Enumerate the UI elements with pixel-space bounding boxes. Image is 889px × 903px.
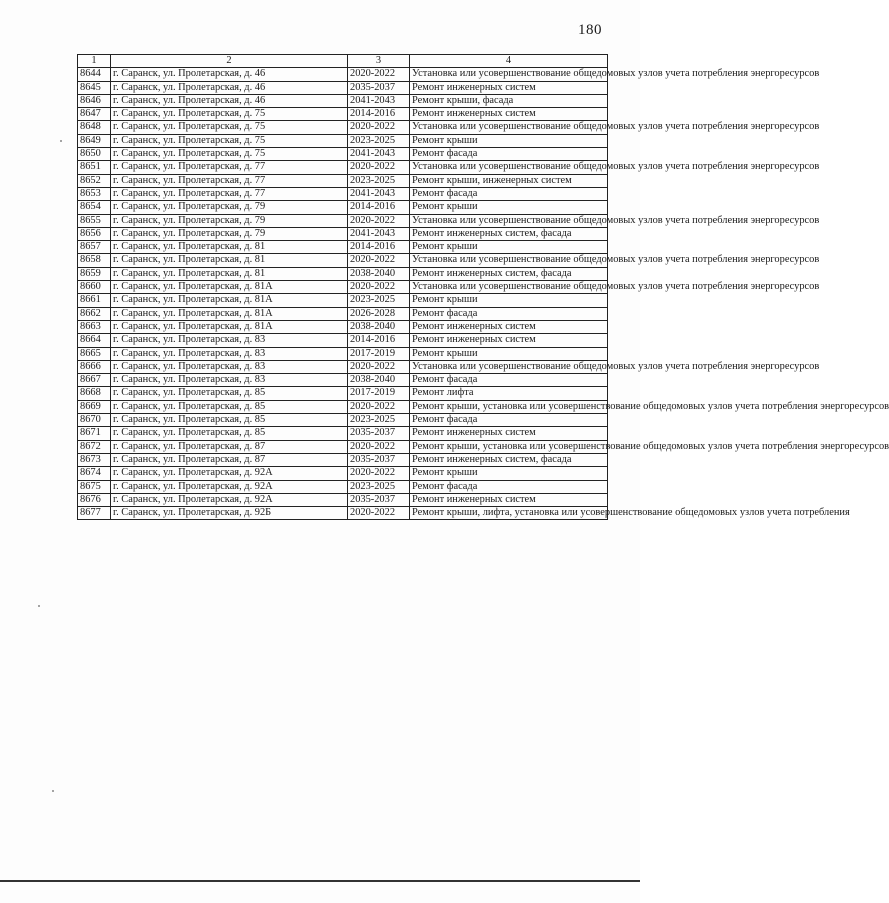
row-period: 2026-2028: [348, 307, 410, 320]
row-work: Ремонт крыши, лифта, установка или усовершенствование общедомовых узлов учета потребления: [410, 507, 608, 520]
row-period: 2020-2022: [348, 440, 410, 453]
table-row: [78, 334, 608, 347]
row-address: г. Саранск, ул. Пролетарская, д. 92А: [111, 493, 348, 506]
row-address: г. Саранск, ул. Пролетарская, д. 79: [111, 227, 348, 240]
row-work: Ремонт инженерных систем, фасада: [410, 453, 608, 466]
table-row: [78, 134, 608, 147]
table-row: [78, 81, 608, 94]
row-address: г. Саранск, ул. Пролетарская, д. 83: [111, 347, 348, 360]
row-address: г. Саранск, ул. Пролетарская, д. 92А: [111, 480, 348, 493]
table-row: [78, 267, 608, 280]
table-row: [78, 467, 608, 480]
row-number: 8657: [78, 241, 111, 254]
row-work: Установка или усовершенствование общедомовых узлов учета потребления энергоресурсов: [410, 214, 608, 227]
table-row: [78, 480, 608, 493]
row-address: г. Саранск, ул. Пролетарская, д. 81А: [111, 320, 348, 333]
row-work: Установка или усовершенствование общедомовых узлов учета потребления энергоресурсов: [410, 121, 608, 134]
row-period: 2020-2022: [348, 68, 410, 81]
row-number: 8644: [78, 68, 111, 81]
table-row: [78, 254, 608, 267]
row-address: г. Саранск, ул. Пролетарская, д. 75: [111, 108, 348, 121]
header-row: [78, 55, 608, 68]
row-address: г. Саранск, ул. Пролетарская, д. 85: [111, 427, 348, 440]
row-period: 2023-2025: [348, 134, 410, 147]
row-work: Ремонт крыши: [410, 241, 608, 254]
row-address: г. Саранск, ул. Пролетарская, д. 77: [111, 174, 348, 187]
row-work: Ремонт инженерных систем: [410, 493, 608, 506]
row-work: Установка или усовершенствование общедомовых узлов учета потребления энергоресурсов: [410, 161, 608, 174]
row-period: 2035-2037: [348, 453, 410, 466]
row-work: Установка или усовершенствование общедомовых узлов учета потребления энергоресурсов: [410, 281, 608, 294]
table-row: [78, 148, 608, 161]
row-work: Ремонт инженерных систем: [410, 108, 608, 121]
row-work: Ремонт лифта: [410, 387, 608, 400]
row-period: 2014-2016: [348, 334, 410, 347]
row-work: Ремонт крыши, установка или усовершенствование общедомовых узлов учета потребления энергоресурсов: [410, 440, 608, 453]
row-address: г. Саранск, ул. Пролетарская, д. 87: [111, 440, 348, 453]
table-row: [78, 374, 608, 387]
table-row: [78, 174, 608, 187]
row-address: г. Саранск, ул. Пролетарская, д. 75: [111, 134, 348, 147]
row-address: г. Саранск, ул. Пролетарская, д. 85: [111, 400, 348, 413]
header-col-2: 2: [111, 55, 348, 68]
table-row: [78, 360, 608, 373]
row-number: 8670: [78, 414, 111, 427]
table-row: [78, 453, 608, 466]
row-number: 8677: [78, 507, 111, 520]
row-address: г. Саранск, ул. Пролетарская, д. 83: [111, 374, 348, 387]
row-address: г. Саранск, ул. Пролетарская, д. 81: [111, 254, 348, 267]
table-row: [78, 507, 608, 520]
row-number: 8664: [78, 334, 111, 347]
row-work: Ремонт фасада: [410, 148, 608, 161]
row-work: Установка или усовершенствование общедомовых узлов учета потребления энергоресурсов: [410, 254, 608, 267]
row-number: 8654: [78, 201, 111, 214]
row-number: 8672: [78, 440, 111, 453]
row-number: 8676: [78, 493, 111, 506]
table-row: [78, 320, 608, 333]
row-address: г. Саранск, ул. Пролетарская, д. 85: [111, 387, 348, 400]
row-number: 8656: [78, 227, 111, 240]
table-row: [78, 94, 608, 107]
row-period: 2035-2037: [348, 493, 410, 506]
row-number: 8673: [78, 453, 111, 466]
row-period: 2038-2040: [348, 267, 410, 280]
row-work: Ремонт инженерных систем: [410, 427, 608, 440]
row-number: 8647: [78, 108, 111, 121]
row-period: 2014-2016: [348, 201, 410, 214]
row-work: Ремонт инженерных систем, фасада: [410, 227, 608, 240]
row-number: 8646: [78, 94, 111, 107]
table-body: [78, 68, 889, 520]
row-period: 2023-2025: [348, 174, 410, 187]
table-row: [78, 241, 608, 254]
row-work: Ремонт фасада: [410, 414, 608, 427]
row-address: г. Саранск, ул. Пролетарская, д. 83: [111, 334, 348, 347]
row-work: Установка или усовершенствование общедомовых узлов учета потребления энергоресурсов: [410, 68, 608, 81]
row-address: г. Саранск, ул. Пролетарская, д. 81А: [111, 294, 348, 307]
table-row: [78, 414, 608, 427]
row-number: 8662: [78, 307, 111, 320]
row-period: 2041-2043: [348, 148, 410, 161]
table-row: [78, 440, 608, 453]
row-number: 8650: [78, 148, 111, 161]
row-period: 2041-2043: [348, 227, 410, 240]
row-number: 8655: [78, 214, 111, 227]
row-period: 2041-2043: [348, 187, 410, 200]
table-row: [78, 400, 608, 413]
row-number: 8665: [78, 347, 111, 360]
row-period: 2020-2022: [348, 400, 410, 413]
row-address: г. Саранск, ул. Пролетарская, д. 77: [111, 187, 348, 200]
row-period: 2020-2022: [348, 214, 410, 227]
page-bottom-border: [0, 880, 640, 882]
row-work: Ремонт инженерных систем: [410, 81, 608, 94]
row-address: г. Саранск, ул. Пролетарская, д. 79: [111, 214, 348, 227]
row-address: г. Саранск, ул. Пролетарская, д. 92А: [111, 467, 348, 480]
row-work: Ремонт фасада: [410, 480, 608, 493]
row-work: Ремонт крыши: [410, 294, 608, 307]
row-number: 8652: [78, 174, 111, 187]
table-row: [78, 281, 608, 294]
row-period: 2017-2019: [348, 347, 410, 360]
table-row: [78, 294, 608, 307]
row-work: Ремонт крыши: [410, 347, 608, 360]
row-period: 2020-2022: [348, 281, 410, 294]
row-work: Ремонт фасада: [410, 187, 608, 200]
table-row: [78, 187, 608, 200]
row-number: 8658: [78, 254, 111, 267]
scan-speck: [60, 140, 62, 142]
table-row: [78, 347, 608, 360]
scan-speck: [52, 790, 54, 792]
row-number: 8663: [78, 320, 111, 333]
page-number: 180: [578, 22, 602, 38]
row-address: г. Саранск, ул. Пролетарская, д. 75: [111, 148, 348, 161]
row-number: 8674: [78, 467, 111, 480]
row-number: 8660: [78, 281, 111, 294]
row-work: Ремонт фасада: [410, 374, 608, 387]
row-number: 8669: [78, 400, 111, 413]
row-work: Ремонт инженерных систем: [410, 334, 608, 347]
row-period: 2023-2025: [348, 294, 410, 307]
row-number: 8659: [78, 267, 111, 280]
row-period: 2020-2022: [348, 254, 410, 267]
row-period: 2017-2019: [348, 387, 410, 400]
row-number: 8666: [78, 360, 111, 373]
row-address: г. Саранск, ул. Пролетарская, д. 77: [111, 161, 348, 174]
table-row: [78, 201, 608, 214]
table-row: [78, 68, 608, 81]
table-row: [78, 307, 608, 320]
row-address: г. Саранск, ул. Пролетарская, д. 87: [111, 453, 348, 466]
header-col-3: 3: [348, 55, 410, 68]
row-number: 8651: [78, 161, 111, 174]
row-number: 8649: [78, 134, 111, 147]
row-address: г. Саранск, ул. Пролетарская, д. 81А: [111, 307, 348, 320]
row-period: 2020-2022: [348, 360, 410, 373]
row-work: Ремонт крыши, фасада: [410, 94, 608, 107]
registry-table: [77, 54, 889, 520]
row-period: 2038-2040: [348, 374, 410, 387]
row-work: Ремонт крыши, установка или усовершенствование общедомовых узлов учета потребления энергоресурсов: [410, 400, 608, 413]
row-work: Ремонт крыши: [410, 201, 608, 214]
header-col-4: 4: [410, 55, 608, 68]
header-col-1: 1: [78, 55, 111, 68]
row-number: 8648: [78, 121, 111, 134]
table-row: [78, 493, 608, 506]
row-address: г. Саранск, ул. Пролетарская, д. 81: [111, 267, 348, 280]
row-period: 2035-2037: [348, 81, 410, 94]
row-number: 8675: [78, 480, 111, 493]
row-period: 2020-2022: [348, 507, 410, 520]
row-period: 2041-2043: [348, 94, 410, 107]
row-address: г. Саранск, ул. Пролетарская, д. 75: [111, 121, 348, 134]
row-address: г. Саранск, ул. Пролетарская, д. 79: [111, 201, 348, 214]
row-period: 2014-2016: [348, 241, 410, 254]
row-address: г. Саранск, ул. Пролетарская, д. 92Б: [111, 507, 348, 520]
table-row: [78, 108, 608, 121]
row-work: Ремонт крыши: [410, 134, 608, 147]
row-period: 2020-2022: [348, 467, 410, 480]
table-row: [78, 214, 608, 227]
row-number: 8671: [78, 427, 111, 440]
row-period: 2020-2022: [348, 161, 410, 174]
table-row: [78, 161, 608, 174]
row-address: г. Саранск, ул. Пролетарская, д. 46: [111, 94, 348, 107]
row-number: 8668: [78, 387, 111, 400]
row-work: Ремонт крыши: [410, 467, 608, 480]
row-work: Установка или усовершенствование общедомовых узлов учета потребления энергоресурсов: [410, 360, 608, 373]
table-row: [78, 227, 608, 240]
row-address: г. Саранск, ул. Пролетарская, д. 81А: [111, 281, 348, 294]
row-address: г. Саранск, ул. Пролетарская, д. 85: [111, 414, 348, 427]
row-work: Ремонт инженерных систем, фасада: [410, 267, 608, 280]
row-number: 8645: [78, 81, 111, 94]
row-work: Ремонт фасада: [410, 307, 608, 320]
row-address: г. Саранск, ул. Пролетарская, д. 83: [111, 360, 348, 373]
row-number: 8653: [78, 187, 111, 200]
row-address: г. Саранск, ул. Пролетарская, д. 46: [111, 81, 348, 94]
row-period: 2038-2040: [348, 320, 410, 333]
row-number: 8667: [78, 374, 111, 387]
table-row: [78, 427, 608, 440]
row-address: г. Саранск, ул. Пролетарская, д. 46: [111, 68, 348, 81]
row-number: 8661: [78, 294, 111, 307]
row-work: Ремонт крыши, инженерных систем: [410, 174, 608, 187]
row-period: 2020-2022: [348, 121, 410, 134]
row-period: 2023-2025: [348, 414, 410, 427]
scan-speck: [38, 605, 40, 607]
row-period: 2023-2025: [348, 480, 410, 493]
table-row: [78, 387, 608, 400]
table-row: [78, 121, 608, 134]
row-work: Ремонт инженерных систем: [410, 320, 608, 333]
row-period: 2035-2037: [348, 427, 410, 440]
row-address: г. Саранск, ул. Пролетарская, д. 81: [111, 241, 348, 254]
row-period: 2014-2016: [348, 108, 410, 121]
